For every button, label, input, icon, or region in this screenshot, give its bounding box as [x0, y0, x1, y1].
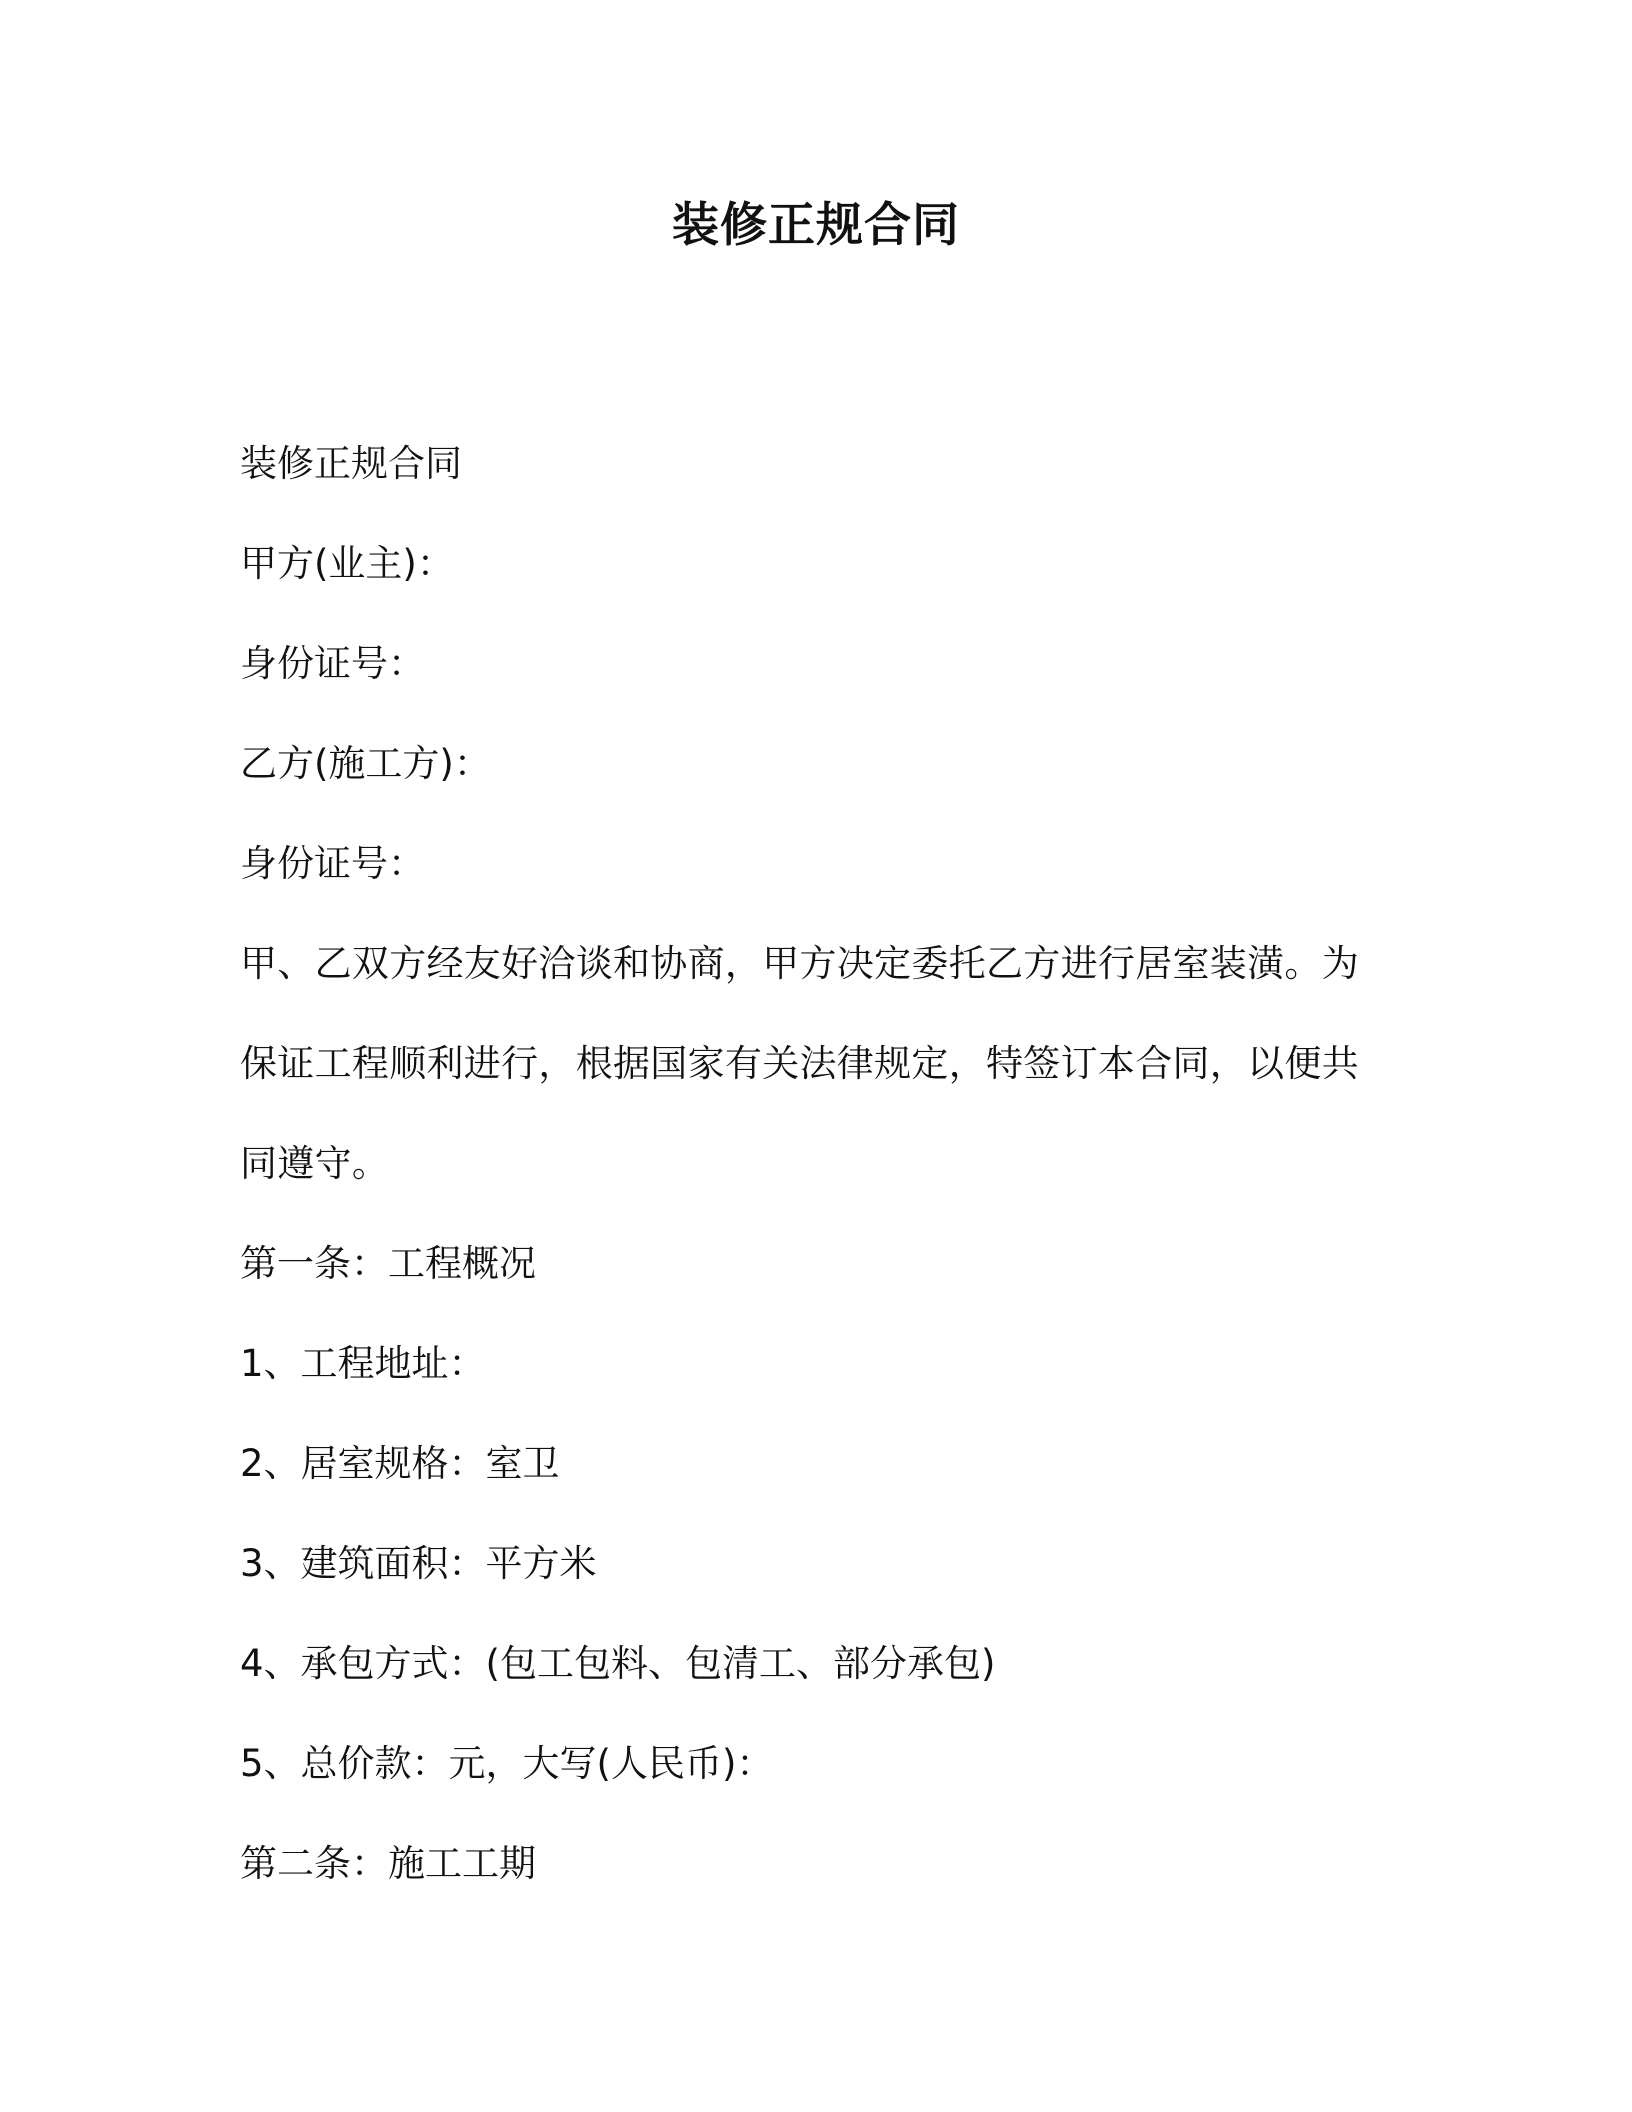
item-contract-mode: 4、承包方式：(包工包料、包清工、部分承包): [240, 1642, 996, 1685]
party-b-id-line: 身份证号：: [240, 842, 425, 885]
item-room-spec: 2、居室规格：室卫: [240, 1442, 560, 1485]
document-body: [240, 414, 1370, 1914]
item-project-address: 1、工程地址：: [240, 1342, 486, 1385]
item-building-area: 3、建筑面积：平方米: [240, 1542, 597, 1585]
item-total-price: 5、总价款：元，大写(人民币)：: [240, 1742, 774, 1785]
subtitle-line: 装修正规合同: [240, 442, 462, 485]
party-a-line: 甲方(业主)：: [240, 542, 454, 585]
section-1-heading: 第一条：工程概况: [240, 1242, 536, 1285]
section-2-heading: 第二条：施工工期: [240, 1842, 536, 1885]
document-title: 装修正规合同: [672, 198, 960, 253]
party-a-id-line: 身份证号：: [240, 642, 425, 685]
party-b-line: 乙方(施工方)：: [240, 742, 491, 785]
intro-paragraph: 甲、乙双方经友好洽谈和协商，甲方决定委托乙方进行居室装潢。为保证工程顺利进行，根据国家有关法律规定，特签订本合同，以便共同遵守。: [240, 942, 1359, 1185]
